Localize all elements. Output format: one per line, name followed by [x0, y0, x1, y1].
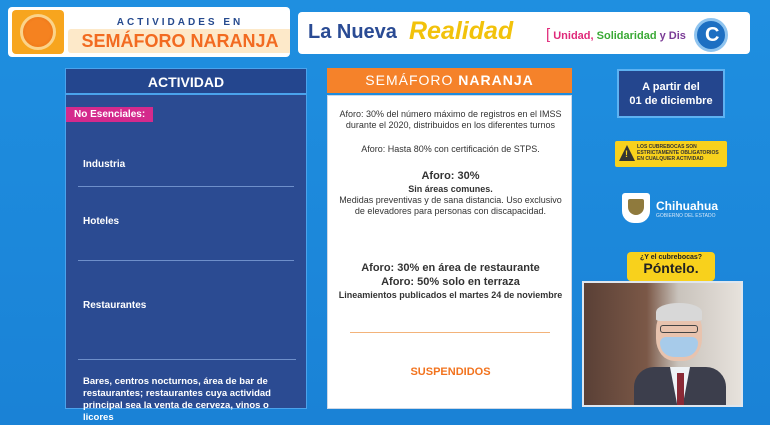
- pontelo-badge: [627, 252, 715, 281]
- chihuahua-shield-icon: [622, 193, 650, 223]
- bares-suspended: SUSPENDIDOS: [410, 366, 491, 378]
- header-badge: [8, 7, 290, 57]
- activity-column: [65, 68, 307, 423]
- activity-bares: Bares, centros nocturnos, área de bar de restaurantes; restaurantes cuya actividad principal sea la venta de cerveza, vinos o licores: [83, 376, 271, 423]
- pontelo-word: Póntelo.: [643, 260, 699, 276]
- mask-notice-text: LOS CUBREBOCAS SON ESTRICTAMENTE OBLIGATORIOS EN CUALQUIER ACTIVIDAD: [637, 144, 719, 162]
- semaforo-details: [327, 95, 572, 409]
- industria-detail-2: Aforo: Hasta 80% con certificación de STPS.: [361, 144, 540, 154]
- campaign-la-nueva: La Nueva: [308, 21, 397, 43]
- speaker-video-feed: [582, 281, 743, 407]
- divider: [350, 332, 550, 333]
- divider: [78, 260, 294, 261]
- hoteles-no-common: Sin áreas comunes.: [408, 184, 493, 194]
- start-date-line2: 01 de diciembre: [629, 95, 713, 107]
- semaforo-column: [327, 68, 572, 409]
- activity-list: [65, 94, 307, 423]
- hoteles-aforo: Aforo: 30%: [421, 170, 480, 182]
- mask-mandatory-notice: [615, 141, 727, 167]
- rest-aforo-terraza: Aforo: 50% solo en terraza: [381, 276, 520, 288]
- industria-detail-1: Aforo: 30% del número máximo de registros en el IMSS durante el 2020, distribuidos en los diferentes turnos: [339, 109, 562, 130]
- government-subtitle: GOBIERNO DEL ESTADO: [656, 213, 716, 219]
- activity-industria: Industria: [83, 159, 126, 170]
- activity-hoteles: Hoteles: [83, 216, 120, 227]
- header-badge-line2: SEMÁFORO NARANJA: [68, 29, 290, 53]
- semaforo-header: SEMÁFORO NARANJA: [327, 68, 572, 93]
- pontelo-question: ¿Y el cubrebocas?: [639, 254, 703, 261]
- divider: [78, 186, 294, 187]
- header-badge-line1: ACTIVIDADES EN: [116, 17, 244, 28]
- campaign-motto: [ Unidad, Solidaridad y Dis: [546, 26, 686, 43]
- campaign-banner: [298, 12, 750, 54]
- sun-icon: [12, 10, 64, 54]
- rest-aforo-restaurante: Aforo: 30% en área de restaurante: [361, 262, 540, 274]
- activity-restaurantes: Restaurantes: [83, 300, 147, 311]
- government-name: Chihuahua: [656, 199, 718, 213]
- hoteles-detail: Medidas preventivas y de sana distancia. Uso exclusivo de elevadores para personas con discapacidad.: [339, 195, 562, 216]
- start-date-line1: A partir del: [642, 81, 700, 93]
- non-essential-tag: No Esenciales:: [66, 107, 153, 122]
- divider: [78, 359, 296, 360]
- government-c-logo-icon: C: [694, 18, 728, 52]
- campaign-realidad: Realidad: [409, 17, 514, 45]
- activity-header: ACTIVIDAD: [65, 68, 307, 94]
- warning-icon: !: [619, 145, 635, 161]
- start-date-box: [617, 69, 725, 118]
- rest-lineamientos: Lineamientos publicados el martes 24 de noviembre: [338, 290, 563, 300]
